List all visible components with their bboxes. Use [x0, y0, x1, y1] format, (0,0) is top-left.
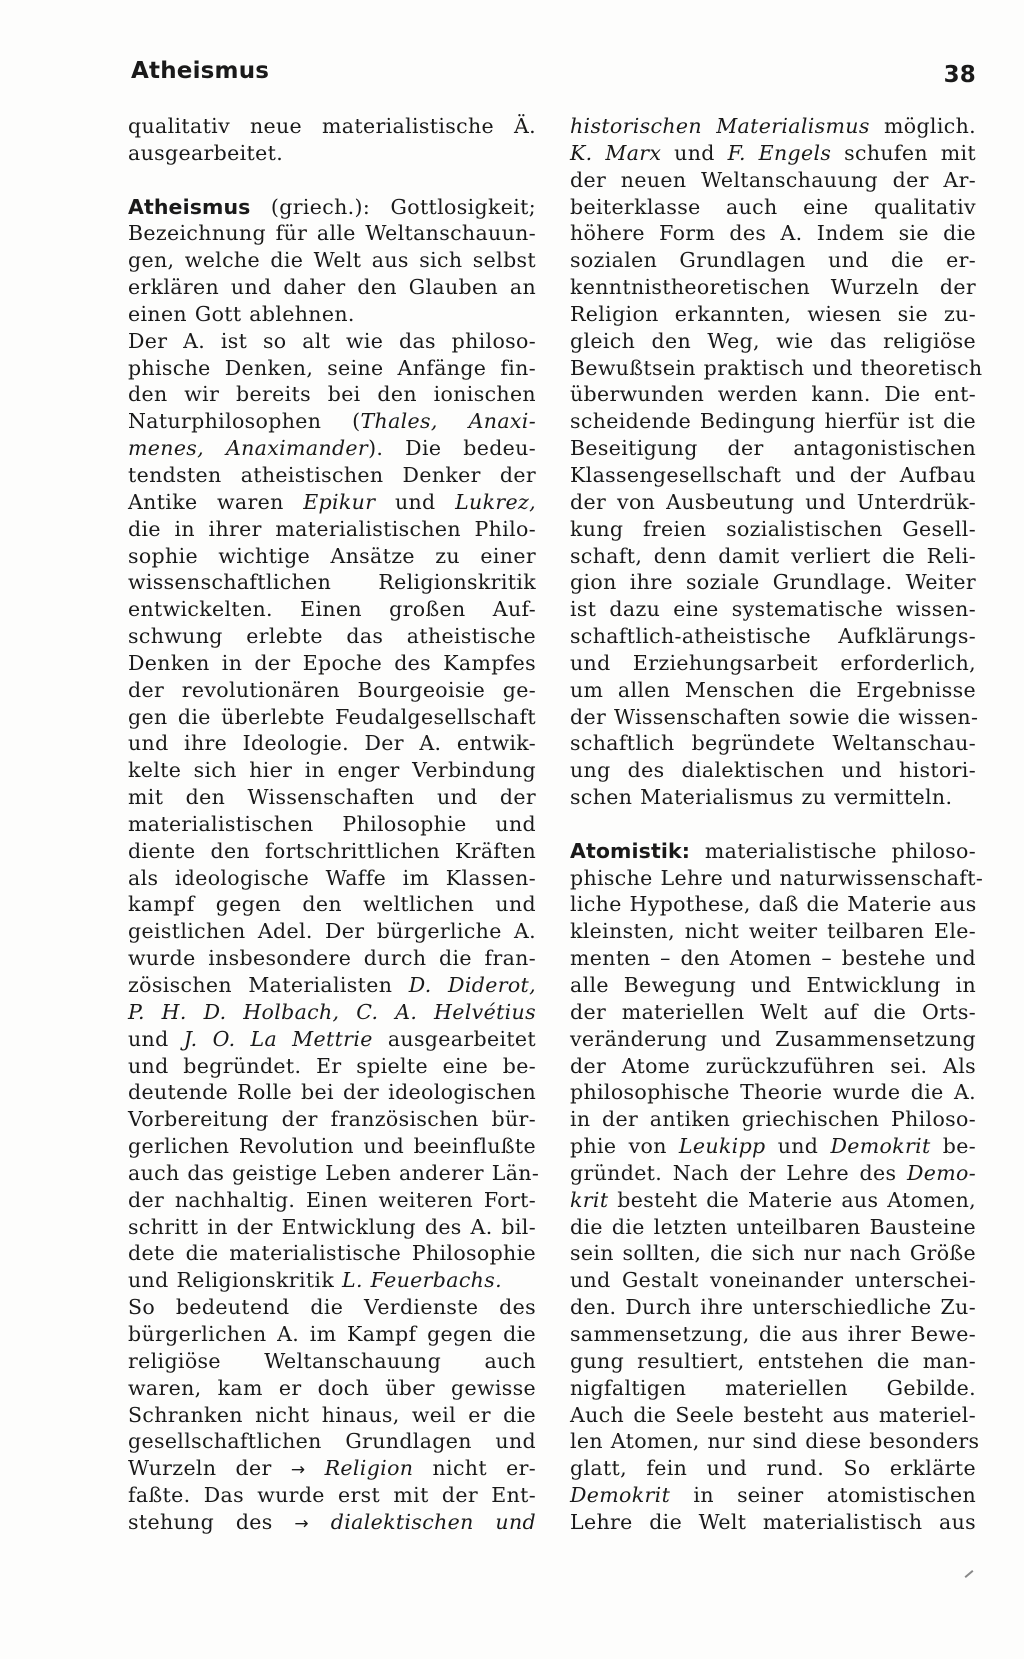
line-text: ist dazu eine systematische wissen-	[570, 597, 976, 622]
text-line	[128, 1079, 536, 1106]
italic-name: menes, Anaximander	[128, 436, 369, 461]
line-text: beiterklasse auch eine qualitativ	[570, 194, 976, 219]
print-mark	[965, 1570, 974, 1578]
text-line	[570, 381, 976, 408]
text-line	[570, 462, 976, 489]
italic-name: Demokrit	[570, 1483, 671, 1508]
text-line	[128, 730, 536, 757]
text-line	[128, 381, 536, 408]
line-text: gung resultiert, entstehen die man-	[570, 1348, 976, 1373]
text-line	[128, 408, 536, 435]
line-text: und	[661, 140, 728, 165]
text-line	[128, 140, 536, 167]
line-text: bürgerlichen A. im Kampf gegen die	[128, 1321, 536, 1346]
line-text: Wurzeln der	[128, 1456, 291, 1481]
text-line	[128, 704, 536, 731]
text-line	[128, 1428, 536, 1455]
text-line	[128, 435, 536, 462]
text-line	[128, 918, 536, 945]
text-line	[570, 301, 976, 328]
text-line	[128, 596, 536, 623]
line-text: und begründet. Er spielte eine be-	[128, 1053, 536, 1078]
line-text: gen die überlebte Feudalgesellschaft	[128, 704, 536, 729]
text-line	[128, 1321, 536, 1348]
text-line	[570, 167, 976, 194]
line-text: um allen Menschen die Ergebnisse	[570, 677, 976, 702]
text-line	[570, 140, 976, 167]
right-text-column	[570, 113, 984, 1536]
line-text: Beseitigung der antagonistischen	[570, 436, 976, 461]
text-line	[570, 1375, 976, 1402]
line-text: erklären und daher den Glauben an	[128, 275, 536, 300]
text-line	[128, 757, 536, 784]
line-text: der Wissenschaften sowie die wissen-	[570, 704, 979, 729]
line-text: und	[375, 489, 456, 514]
italic-name: dialektischen und	[330, 1509, 536, 1534]
line-text: und	[128, 1026, 184, 1051]
text-line	[570, 543, 976, 570]
text-line	[570, 972, 976, 999]
italic-name: Leukipp	[678, 1134, 766, 1159]
line-text: alle Bewegung und Entwicklung in	[570, 973, 976, 997]
line-text: veränderung und Zusammensetzung	[570, 1026, 976, 1051]
page-number: 38	[943, 62, 976, 88]
line-text: religiöse Weltanschauung auch	[128, 1348, 536, 1373]
text-line	[570, 328, 976, 355]
text-line	[128, 462, 536, 489]
text-line	[570, 1053, 976, 1080]
text-line	[570, 865, 984, 892]
text-line	[570, 757, 976, 784]
line-text: kung freien sozialistischen Gesell-	[570, 516, 976, 541]
italic-name: D. Diderot,	[408, 973, 537, 997]
line-text: kelte sich hier in enger Verbindung	[128, 758, 536, 783]
line-text: besteht die Materie aus Atomen,	[608, 1187, 976, 1212]
line-text: be-	[930, 1134, 976, 1159]
line-text: ausgearbeitet.	[128, 140, 284, 165]
italic-name: K. Marx	[570, 140, 662, 165]
line-text: dete die materialistische Philosophie	[128, 1241, 536, 1266]
italic-name: F. Engels	[727, 140, 832, 165]
line-text: auch das geistige Leben anderer Län-	[128, 1160, 540, 1185]
text-line	[570, 730, 976, 757]
italic-name: Epikur	[303, 489, 376, 514]
line-text: kleinsten, nicht weiter teilbaren Ele-	[570, 919, 976, 944]
line-text: diente den fortschrittlichen Kräften	[128, 838, 536, 863]
line-text: der Atome zurückzuführen sei. Als	[570, 1053, 976, 1078]
text-line	[570, 945, 976, 972]
line-text	[305, 1456, 324, 1480]
text-line	[570, 1240, 976, 1267]
text-line	[570, 1455, 976, 1482]
line-text: materialistischen Philosophie und	[128, 811, 536, 836]
text-line	[128, 194, 536, 221]
line-text: liche Hypothese, daß die Materie aus	[570, 892, 977, 917]
line-text: gerlichen Revolution und beeinflußte	[128, 1134, 536, 1159]
line-text: phie von	[570, 1134, 679, 1159]
text-line	[570, 489, 976, 516]
line-text: der von Ausbeutung und Unterdrük-	[570, 489, 976, 514]
line-text: qualitativ neue materialistische Ä.	[128, 114, 536, 138]
line-text: Der A. ist so alt wie das philoso-	[128, 328, 536, 353]
line-text: einen Gott ablehnen.	[128, 301, 355, 326]
line-text: der nachhaltig. Einen weiteren Fort-	[128, 1187, 536, 1212]
text-line	[570, 1509, 976, 1536]
line-text: der materiellen Welt auf die Orts-	[570, 999, 976, 1024]
line-text: schwung erlebte das atheistische	[128, 624, 536, 649]
text-line	[128, 274, 536, 301]
italic-name: historischen Materialismus	[570, 114, 870, 138]
text-line	[570, 569, 976, 596]
italic-name: Demo-	[906, 1160, 976, 1185]
line-text: überwunden werden kann. Die ent-	[570, 382, 976, 407]
text-line	[128, 1240, 536, 1267]
line-text: Naturphilosophen (	[128, 409, 361, 434]
line-text: die in ihrer materialistischen Philo-	[128, 516, 536, 541]
text-line	[570, 194, 976, 221]
line-text: in seiner atomistischen	[670, 1483, 976, 1508]
paragraph-gap	[570, 811, 976, 838]
line-text: den. Durch ihre unterschiedliche Zu-	[570, 1295, 976, 1320]
italic-name: Demokrit	[830, 1134, 931, 1159]
line-text: phische Denken, seine Anfänge fin-	[128, 355, 536, 380]
line-text: in der antiken griechischen Philoso-	[570, 1107, 976, 1132]
cross-reference-arrow-icon: →	[294, 1513, 310, 1534]
text-line	[570, 1267, 976, 1294]
line-text: entwickelten. Einen großen Auf-	[128, 597, 536, 622]
text-line	[128, 247, 536, 274]
line-text: Schranken nicht hinaus, weil er die	[128, 1402, 536, 1427]
text-line	[570, 1402, 976, 1429]
line-text: sophie wichtige Ansätze zu einer	[128, 543, 536, 568]
text-line	[128, 1053, 536, 1080]
line-text: Antike waren	[128, 489, 304, 514]
line-text: schaftlich begründete Weltanschau-	[570, 731, 976, 756]
text-line	[128, 1294, 536, 1321]
text-line	[570, 435, 976, 462]
text-line	[570, 1348, 976, 1375]
line-text: kampf gegen den weltlichen und	[128, 892, 536, 917]
line-text: schritt in der Entwicklung des A. bil-	[128, 1214, 536, 1239]
line-text: Denken in der Epoche des Kampfes	[128, 650, 536, 675]
italic-name: J. O. La Mettrie	[183, 1026, 373, 1051]
line-text: gion ihre soziale Grundlage. Weiter	[570, 570, 976, 595]
line-text: phische Lehre und naturwissenschaft-	[570, 865, 984, 890]
line-text: sozialen Grundlagen und die er-	[570, 248, 976, 273]
line-text: und Religionskritik	[128, 1268, 342, 1293]
text-line	[128, 972, 536, 999]
text-line	[570, 1187, 976, 1214]
line-text: sein sollten, die sich nur nach Größe	[570, 1241, 976, 1266]
text-line	[128, 865, 536, 892]
text-line	[570, 247, 976, 274]
text-line	[570, 113, 976, 140]
italic-name: P. H. D. Holbach, C. A. Helvétius	[128, 999, 536, 1024]
line-text: der revolutionären Bourgeoisie ge-	[128, 677, 536, 702]
text-line	[570, 918, 976, 945]
text-line	[128, 328, 536, 355]
left-text-column	[128, 113, 540, 1536]
running-head: Atheismus	[131, 58, 270, 84]
line-text	[309, 1510, 331, 1534]
line-text: ). Die bedeu-	[368, 436, 536, 461]
line-text: gründet. Nach der Lehre des	[570, 1160, 907, 1185]
text-line	[128, 838, 536, 865]
text-line	[570, 1106, 976, 1133]
line-text: höhere Form des A. Indem sie die	[570, 221, 976, 246]
text-line	[128, 1375, 536, 1402]
italic-name: Religion	[324, 1456, 414, 1481]
text-line	[570, 838, 976, 865]
text-line	[570, 1026, 976, 1053]
text-line	[128, 569, 536, 596]
text-line	[128, 516, 536, 543]
line-text: mit den Wissenschaften und der	[128, 785, 536, 810]
line-text: gleich den Weg, wie das religiöse	[570, 328, 976, 353]
text-line	[128, 945, 536, 972]
line-text: philosophische Theorie wurde die A.	[570, 1080, 976, 1105]
line-text: möglich.	[869, 114, 976, 138]
text-line	[128, 543, 536, 570]
text-line	[128, 1482, 536, 1509]
text-line	[128, 784, 536, 811]
text-line	[570, 1160, 976, 1187]
text-line	[128, 1402, 536, 1429]
text-line	[570, 1321, 976, 1348]
text-line	[570, 999, 976, 1026]
line-text: schen Materialismus zu vermitteln.	[570, 785, 953, 810]
line-text: zösischen Materialisten	[128, 973, 409, 997]
text-line	[570, 1294, 976, 1321]
text-line	[128, 623, 536, 650]
line-text: wissenschaftlichen Religionskritik	[128, 570, 536, 595]
text-line	[128, 355, 536, 382]
text-line	[128, 1348, 536, 1375]
text-line	[128, 1509, 536, 1536]
line-text: schaftlich-atheistische Aufklärungs-	[570, 624, 976, 649]
line-text: deutende Rolle bei der ideologischen	[128, 1080, 536, 1105]
italic-name: krit	[570, 1187, 609, 1212]
line-text: und	[765, 1134, 831, 1159]
text-line	[570, 274, 976, 301]
line-text: nigfaltigen materiellen Gebilde.	[570, 1375, 976, 1400]
text-line	[128, 999, 536, 1026]
text-line	[570, 1133, 976, 1160]
cross-reference-arrow-icon: →	[290, 1460, 306, 1481]
line-text: ausgearbeitet	[372, 1026, 537, 1051]
line-text: schufen mit	[831, 140, 977, 165]
line-text: (griech.): Gottlosigkeit;	[250, 194, 536, 219]
text-line	[570, 704, 979, 731]
line-text: faßte. Das wurde erst mit der Ent-	[128, 1483, 536, 1508]
text-line	[570, 1482, 976, 1509]
line-text: materialistische philoso-	[690, 838, 976, 863]
text-line	[128, 1133, 536, 1160]
line-text: tendsten atheistischen Denker der	[128, 462, 536, 487]
line-text: und Gestalt voneinander unterschei-	[570, 1268, 976, 1293]
text-line	[570, 516, 976, 543]
line-text: nicht er-	[413, 1456, 536, 1481]
line-text: und Erziehungsarbeit erforderlich,	[570, 650, 976, 675]
text-line	[570, 650, 976, 677]
line-text: schaft, denn damit verliert die Reli-	[570, 543, 976, 568]
line-text: den wir bereits bei den ionischen	[128, 382, 536, 407]
text-line	[128, 650, 536, 677]
text-line	[128, 220, 536, 247]
text-line	[128, 1160, 540, 1187]
line-text: gen, welche die Welt aus sich selbst	[128, 248, 536, 273]
line-text: scheidende Bedingung hierfür ist die	[570, 409, 976, 434]
line-text: menten – den Atomen – bestehe und	[570, 946, 976, 971]
text-line	[570, 623, 976, 650]
italic-name: L. Feuerbachs.	[341, 1268, 502, 1293]
entry-headword: Atomistik:	[570, 838, 690, 863]
line-text: geistlichen Adel. Der bürgerliche A.	[128, 919, 536, 944]
text-line	[128, 113, 536, 140]
text-line	[128, 1106, 536, 1133]
text-line	[570, 784, 976, 811]
text-line	[570, 220, 976, 247]
text-line	[570, 355, 983, 382]
text-line	[570, 1079, 976, 1106]
text-line	[128, 301, 536, 328]
text-line	[128, 489, 536, 516]
text-line	[570, 677, 976, 704]
paragraph-gap	[128, 167, 536, 194]
entry-headword: Atheismus	[128, 194, 251, 219]
text-line	[128, 1214, 536, 1241]
line-text: Klassengesellschaft und der Aufbau	[570, 462, 976, 487]
text-line	[570, 1214, 976, 1241]
text-line	[128, 811, 536, 838]
text-line	[128, 1187, 536, 1214]
line-text: Vorbereitung der französischen bür-	[128, 1107, 536, 1132]
text-line	[570, 408, 976, 435]
line-text: stehung des	[128, 1509, 295, 1534]
text-line	[128, 891, 536, 918]
line-text: als ideologische Waffe im Klassen-	[128, 865, 536, 890]
line-text: wurde insbesondere durch die fran-	[128, 946, 536, 971]
text-line	[570, 1428, 980, 1455]
line-text: waren, kam er doch über gewisse	[128, 1375, 536, 1400]
text-line	[128, 1267, 536, 1294]
line-text: Auch die Seele besteht aus materiel-	[570, 1402, 976, 1427]
text-line	[570, 891, 976, 918]
line-text: kenntnistheoretischen Wurzeln der	[570, 275, 976, 300]
line-text: Bewußtsein praktisch und theoretisch	[570, 355, 983, 380]
line-text: Bezeichnung für alle Weltanschauun-	[128, 221, 536, 246]
text-line	[128, 1026, 536, 1053]
line-text: sammensetzung, die aus ihrer Bewe-	[570, 1321, 976, 1346]
italic-name: Thales, Anaxi-	[360, 409, 536, 434]
line-text: die die letzten unteilbaren Bausteine	[570, 1214, 976, 1239]
line-text: len Atomen, nur sind diese besonders	[570, 1429, 980, 1454]
italic-name: Lukrez,	[455, 489, 537, 514]
line-text: gesellschaftlichen Grundlagen und	[128, 1429, 536, 1454]
line-text: So bedeutend die Verdienste des	[128, 1295, 536, 1320]
line-text: der neuen Weltanschauung der Ar-	[570, 167, 976, 192]
line-text: Religion erkannten, wiesen sie zu-	[570, 301, 976, 326]
text-line	[128, 1455, 536, 1482]
line-text: glatt, fein und rund. So erklärte	[570, 1456, 976, 1481]
line-text: Lehre die Welt materialistisch aus	[570, 1509, 976, 1534]
line-text: ung des dialektischen und histori-	[570, 758, 976, 783]
text-line	[570, 596, 976, 623]
text-line	[128, 677, 536, 704]
line-text: und ihre Ideologie. Der A. entwik-	[128, 731, 536, 756]
